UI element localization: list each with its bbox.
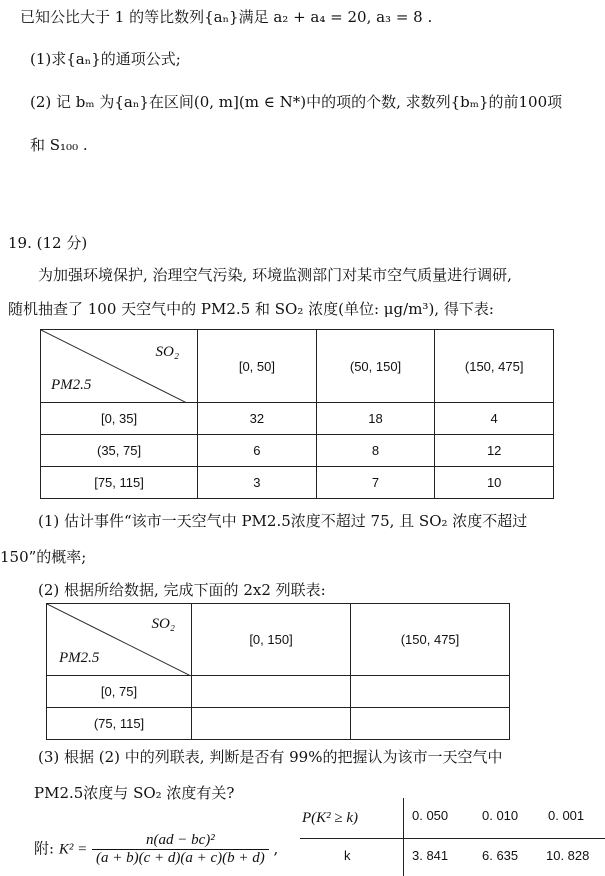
table-cell: 10 — [435, 467, 554, 499]
row-header: [75, 115] — [41, 467, 198, 499]
column-header: [0, 150] — [192, 604, 351, 676]
k-label: k — [344, 848, 351, 863]
corner-label-so2: SO₂ — [155, 344, 180, 360]
table-row — [41, 403, 554, 435]
table-row — [41, 435, 554, 467]
p-value: 0. 001 — [548, 808, 585, 823]
problem18-statement: 已知公比大于 1 的等比数列{aₙ}满足 a₂ + a₄ = 20, a₃ = 8 . — [20, 8, 433, 26]
appendix-label: 附: — [34, 839, 55, 858]
problem18-part1: (1)求{aₙ}的通项公式; — [30, 50, 181, 68]
column-header: (150, 475] — [435, 330, 554, 403]
empty-cell[interactable] — [351, 708, 510, 740]
table-cell: 6 — [198, 435, 317, 467]
question1-line1: (1) 估计事件“该市一天空气中 PM2.5浓度不超过 75, 且 SO₂ 浓度不超过 — [38, 512, 528, 530]
data-table — [40, 329, 554, 499]
p-label: P(K² ≥ k) — [302, 810, 359, 826]
k-value: 6. 635 — [482, 848, 519, 863]
problem19-intro-line1: 为加强环境保护, 治理空气污染, 环境监测部门对某市空气质量进行调研, — [38, 266, 512, 284]
row-header: (75, 115] — [47, 708, 192, 740]
row-header: (35, 75] — [41, 435, 198, 467]
empty-cell[interactable] — [192, 708, 351, 740]
formula-comma: , — [273, 839, 279, 858]
table-row — [47, 676, 510, 708]
corner-label-pm25: PM2.5 — [51, 377, 92, 393]
table-cell: 32 — [198, 403, 317, 435]
p-value: 0. 010 — [482, 808, 519, 823]
k-value: 10. 828 — [546, 848, 590, 863]
table-cell: 12 — [435, 435, 554, 467]
table-cell: 8 — [316, 435, 435, 467]
appendix-formula — [34, 832, 278, 867]
table-corner-cell — [41, 330, 198, 403]
question3-line2: PM2.5浓度与 SO₂ 浓度有关? — [34, 784, 235, 802]
corner-label-pm25: PM2.5 — [59, 650, 100, 666]
formula-fraction — [92, 832, 269, 867]
table-cell: 4 — [435, 403, 554, 435]
formula-numerator: n(ad − bc)² — [92, 832, 269, 850]
k-value: 3. 841 — [412, 848, 449, 863]
empty-cell[interactable] — [192, 676, 351, 708]
table-cell: 7 — [316, 467, 435, 499]
empty-cell[interactable] — [351, 676, 510, 708]
table-cell: 3 — [198, 467, 317, 499]
formula-lhs: K² = — [58, 841, 88, 858]
row-header: [0, 35] — [41, 403, 198, 435]
column-header: [0, 50] — [198, 330, 317, 403]
table-row — [41, 467, 554, 499]
horizontal-divider — [300, 838, 605, 839]
problem18-part2-continued: 和 S₁₀₀ . — [30, 136, 88, 154]
problem18-part2: (2) 记 bₘ 为{aₙ}在区间(0, m](m ∈ N*)中的项的个数, 求数列{bₘ}的前100项 — [30, 93, 563, 111]
column-header: (150, 475] — [351, 604, 510, 676]
table-row — [47, 708, 510, 740]
question2: (2) 根据所给数据, 完成下面的 2x2 列联表: — [38, 581, 326, 599]
p-value: 0. 050 — [412, 808, 449, 823]
problem19-intro-line2: 随机抽查了 100 天空气中的 PM2.5 和 SO₂ 浓度(单位: μg/m³), 得下表: — [8, 300, 494, 318]
contingency-table — [46, 603, 510, 740]
column-header: (50, 150] — [316, 330, 435, 403]
critical-value-table — [300, 798, 605, 876]
vertical-divider — [403, 798, 404, 876]
row-header: [0, 75] — [47, 676, 192, 708]
question3-line1: (3) 根据 (2) 中的列联表, 判断是否有 99%的把握认为该市一天空气中 — [38, 748, 503, 766]
formula-denominator: (a + b)(c + d)(a + c)(b + d) — [96, 850, 265, 866]
table-corner-cell — [47, 604, 192, 676]
question1-line2: 150”的概率; — [0, 548, 87, 566]
corner-label-so2: SO₂ — [151, 616, 175, 632]
table-cell: 18 — [316, 403, 435, 435]
problem19-heading: 19. (12 分) — [8, 234, 88, 252]
